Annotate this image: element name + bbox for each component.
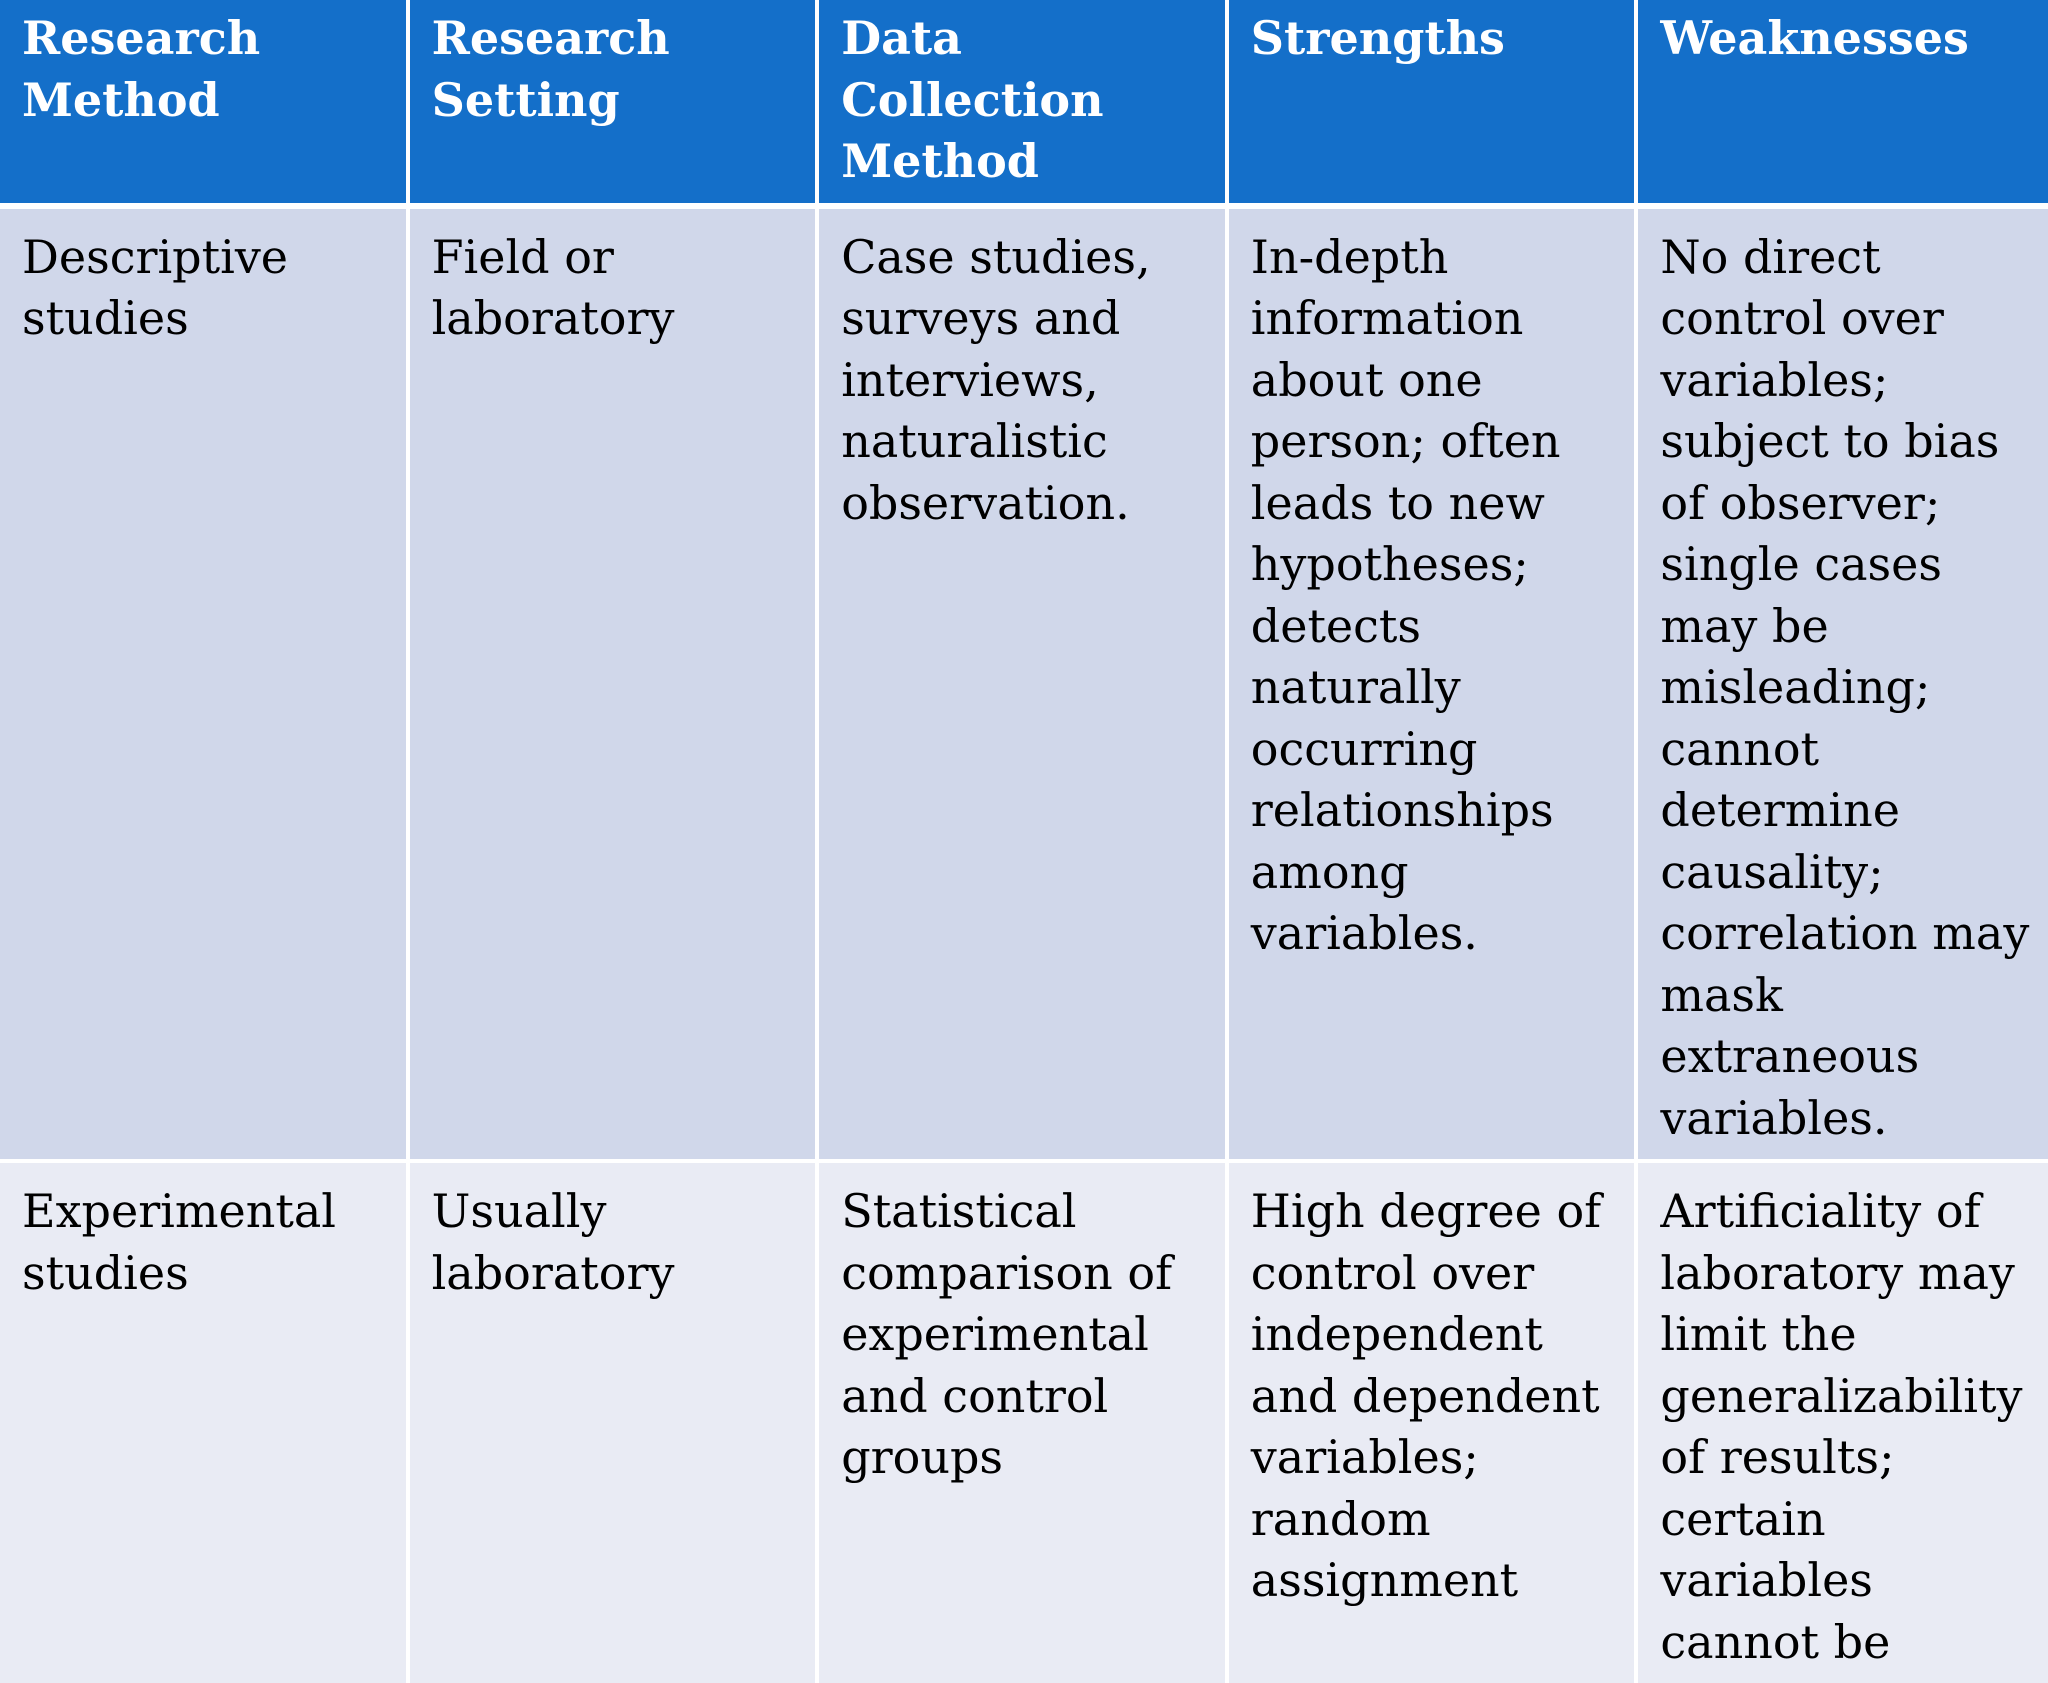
header-strengths: Strengths — [1229, 0, 1639, 209]
cell-setting: Field or laboratory — [410, 209, 820, 1164]
cell-weaknesses: Artificiality of laboratory may limit the generalizability of results; certain variables cannot be — [1638, 1163, 2048, 1683]
cell-setting: Usually laboratory — [410, 1163, 820, 1683]
header-research-setting: Research Setting — [410, 0, 820, 209]
cell-method: Experimental studies — [0, 1163, 410, 1683]
cell-strengths: High degree of control over independent and dependent variables; random assignment — [1229, 1163, 1639, 1683]
cell-weaknesses: No direct control over variables; subject to bias of observer; single cases may be misleading; cannot determine causality; correlation may mask extraneous variables. — [1638, 209, 2048, 1164]
cell-data-collection: Statistical comparison of experimental and control groups — [819, 1163, 1229, 1683]
table-header-row — [0, 0, 2048, 209]
header-data-collection-method: Data Collection Method — [819, 0, 1229, 209]
table-row-experimental — [0, 1163, 2048, 1683]
header-research-method: Research Method — [0, 0, 410, 209]
header-weaknesses: Weaknesses — [1638, 0, 2048, 209]
table-row-descriptive — [0, 209, 2048, 1164]
cell-data-collection: Case studies, surveys and interviews, naturalistic observation. — [819, 209, 1229, 1164]
cell-strengths: In-depth information about one person; often leads to new hypotheses; detects naturally occurring relationships among variables. — [1229, 209, 1639, 1164]
cell-method: Descriptive studies — [0, 209, 410, 1164]
